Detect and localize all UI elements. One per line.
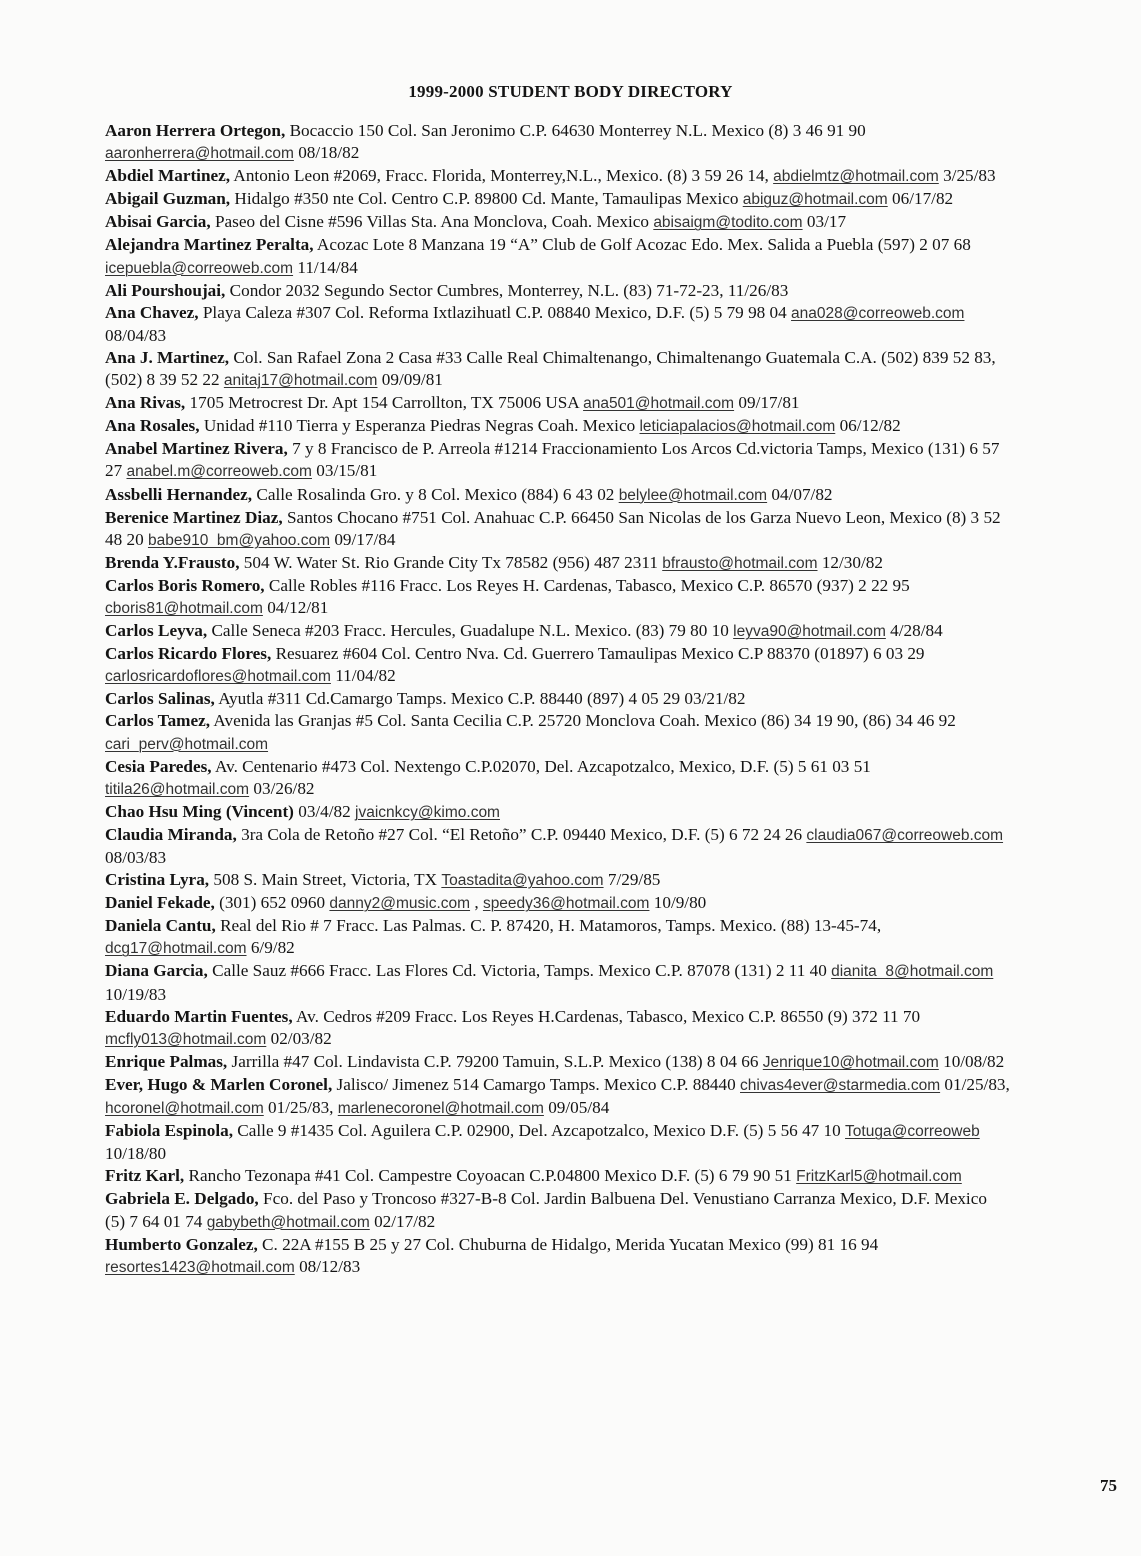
email-link[interactable]: leticiapalacios@hotmail.com	[639, 418, 836, 436]
directory-entry	[105, 575, 1010, 620]
entry-details: 03/17	[802, 212, 847, 232]
email-link[interactable]: gabybeth@hotmail.com	[206, 1213, 370, 1231]
student-name: Claudia Miranda,	[105, 824, 237, 844]
email-link[interactable]: cari_perv@hotmail.com	[105, 735, 269, 753]
directory-entry	[105, 801, 1010, 824]
entry-details: 09/05/84	[543, 1098, 610, 1118]
student-name: Eduardo Martin Fuentes,	[105, 1006, 293, 1026]
entry-details: 04/12/81	[262, 597, 329, 617]
student-name: Berenice Martinez Diaz,	[105, 507, 283, 527]
email-link[interactable]: aaronherrera@hotmail.com	[105, 145, 294, 163]
entry-details: Condor 2032 Segundo Sector Cumbres, Monterrey, N.L. (83) 71-72-23, 11/26/83	[225, 280, 789, 300]
student-name: Diana Garcia,	[105, 961, 208, 981]
student-name: Carlos Boris Romero,	[105, 575, 265, 595]
entry-details: 09/17/81	[734, 393, 800, 413]
email-link[interactable]: jvaicnkcy@kimo.com	[355, 803, 500, 821]
entry-details: Fco. del Paso y Troncoso #327-B-8 Col. Jardin Balbuena Del. Venustiano Carranza Mexico, D.F. Mexico (5) 7 64 01 74	[105, 1189, 987, 1231]
email-link[interactable]: resortes1423@hotmail.com	[105, 1258, 295, 1276]
entry-details: 06/12/82	[835, 416, 901, 436]
entry-details: 1705 Metrocrest Dr. Apt 154 Carrollton, TX 75006 USA	[185, 393, 584, 413]
student-name: Brenda Y.Frausto,	[105, 552, 240, 572]
entry-details: Hidalgo #350 nte Col. Centro C.P. 89800 Cd. Mante, Tamaulipas Mexico	[230, 189, 743, 209]
directory-entry	[105, 688, 1010, 710]
entry-details: 3ra Cola de Retoño #27 Col. “El Retoño” C.P. 09440 Mexico, D.F. (5) 6 72 24 26	[236, 824, 807, 844]
student-name: Alejandra Martinez Peralta,	[105, 235, 314, 255]
student-name: Carlos Salinas,	[105, 689, 215, 709]
email-link[interactable]: carlosricardoflores@hotmail.com	[105, 668, 331, 686]
email-link[interactable]: mcfly013@hotmail.com	[105, 1030, 267, 1048]
entry-details: 10/18/80	[105, 1144, 167, 1164]
student-name: Anabel Martinez Rivera,	[105, 439, 288, 459]
entry-details: Calle Sauz #666 Fracc. Las Flores Cd. Victoria, Tamps. Mexico C.P. 87078 (131) 2 11 40	[207, 961, 832, 981]
email-link[interactable]: abdielmtz@hotmail.com	[773, 168, 939, 186]
entry-details: 04/07/82	[767, 484, 833, 504]
directory-entry	[105, 552, 1010, 575]
student-name: Humberto Gonzalez,	[105, 1234, 258, 1254]
entry-details: Calle 9 #1435 Col. Aguilera C.P. 02900, Del. Azcapotzalco, Mexico D.F. (5) 5 56 47 10	[233, 1121, 846, 1141]
directory-entry	[105, 165, 1010, 188]
email-link[interactable]: dianita_8@hotmail.com	[831, 963, 994, 981]
student-name: Abigail Guzman,	[105, 189, 231, 209]
entry-details: Calle Seneca #203 Fracc. Hercules, Guadalupe N.L. Mexico. (83) 79 80 10	[207, 621, 734, 641]
student-name: Ana Chavez,	[105, 302, 199, 322]
entry-details: 10/9/80	[649, 893, 707, 913]
email-link[interactable]: FritzKarl5@hotmail.com	[796, 1168, 962, 1186]
entry-details: 09/17/84	[330, 529, 396, 549]
email-link[interactable]: babe910_bm@yahoo.com	[147, 531, 331, 549]
entry-details: 08/18/82	[293, 143, 360, 163]
email-link[interactable]: belylee@hotmail.com	[618, 486, 768, 504]
entry-details: (301) 652 0960	[214, 893, 330, 913]
student-name: Gabriela E. Delgado,	[105, 1189, 259, 1209]
student-name: Carlos Ricardo Flores,	[105, 644, 272, 664]
entry-details: 02/17/82	[369, 1211, 436, 1231]
directory-entry	[105, 120, 1010, 165]
student-name: Aaron Herrera Ortegon,	[105, 121, 286, 140]
entry-details: Jarrilla #47 Col. Lindavista C.P. 79200 Tamuin, S.L.P. Mexico (138) 8 04 66	[227, 1051, 763, 1071]
student-name: Ali Pourshoujai,	[105, 280, 226, 300]
entry-details: 02/03/82	[266, 1028, 332, 1048]
entry-details: Bocaccio 150 Col. San Jeronimo C.P. 64630 Monterrey N.L. Mexico (8) 3 46 91 90	[285, 121, 866, 140]
directory-entry	[105, 302, 1010, 347]
directory-entry	[105, 507, 1010, 552]
entry-details: 08/12/83	[294, 1256, 361, 1276]
student-name: Daniela Cantu,	[105, 916, 216, 936]
student-name: Daniel Fekade,	[105, 893, 215, 913]
student-name: Ana J. Martinez,	[105, 347, 230, 367]
entry-details: Paseo del Cisne #596 Villas Sta. Ana Monclova, Coah. Mexico	[210, 212, 654, 232]
entry-details: 06/17/82	[887, 189, 954, 209]
entry-details: Av. Centenario #473 Col. Nextengo C.P.02070, Del. Azcapotzalco, Mexico, D.F. (5) 5 61 03 51	[211, 756, 871, 776]
page-title: 1999-2000 STUDENT BODY DIRECTORY	[408, 82, 733, 101]
student-name: Fabiola Espinola,	[105, 1121, 233, 1141]
entry-details: Col. San Rafael Zona 2 Casa #33 Calle Real Chimaltenango, Chimaltenango Guatemala C.A. (502) 839 52 83, (502) 8 39 52 22	[105, 347, 996, 390]
entry-details: 03/26/82	[249, 778, 315, 798]
directory-entry	[105, 1234, 1010, 1279]
student-name: Abisai Garcia,	[105, 212, 211, 232]
entry-details: 12/30/82	[817, 552, 883, 572]
email-link[interactable]: bfrausto@hotmail.com	[662, 554, 818, 572]
student-name: Ana Rivas,	[105, 393, 186, 413]
student-name: Assbelli Hernandez,	[105, 484, 253, 504]
directory-entry	[105, 756, 1010, 801]
directory-entry	[105, 960, 1010, 1005]
entry-details: Jalisco/ Jimenez 514 Camargo Tamps. Mexico C.P. 88440	[332, 1074, 741, 1094]
entry-details: 7/29/85	[603, 870, 661, 890]
entry-details: Acozac Lote 8 Manzana 19 “A” Club de Golf Acozac Edo. Mex. Salida a Puebla (597) 2 07 68	[313, 235, 971, 255]
email-link[interactable]: hcoronel@hotmail.com	[105, 1100, 264, 1118]
email-link[interactable]: danny2@music.com	[329, 895, 471, 913]
entry-details: 09/09/81	[377, 370, 443, 390]
directory-entry	[105, 620, 1010, 643]
entry-details: Santos Chocano #751 Col. Anahuac C.P. 66450 San Nicolas de los Garza Nuevo Leon, Mexico (8) 3 52 48 20	[105, 507, 1001, 549]
entry-details: Calle Robles #116 Fracc. Los Reyes H. Cardenas, Tabasco, Mexico C.P. 86570 (937) 2 22 95	[264, 575, 910, 595]
email-link[interactable]: leyva90@hotmail.com	[733, 623, 886, 641]
directory-entry	[105, 892, 1010, 915]
entry-details: 10/08/82	[938, 1051, 1005, 1071]
entry-details: Unidad #110 Tierra y Esperanza Piedras Negras Coah. Mexico	[199, 416, 640, 436]
entry-details: 08/03/83	[105, 848, 167, 867]
directory-entry	[105, 915, 1010, 960]
directory-entry	[105, 1074, 1010, 1120]
entry-details: Calle Rosalinda Gro. y 8 Col. Mexico (884) 6 43 02	[252, 484, 619, 504]
email-link[interactable]: marlenecoronel@hotmail.com	[337, 1100, 544, 1118]
email-link[interactable]: speedy36@hotmail.com	[482, 895, 650, 913]
entry-details: 6/9/82	[246, 938, 295, 958]
directory-entry	[105, 392, 1010, 415]
entry-details: ,	[470, 893, 483, 913]
directory-entry	[105, 211, 1010, 234]
entry-details: 10/19/83	[105, 984, 167, 1004]
entry-details: Playa Caleza #307 Col. Reforma Ixtlazihuatl C.P. 08840 Mexico, D.F. (5) 5 79 98 04	[198, 302, 792, 322]
entry-details: 7 y 8 Francisco de P. Arreola #1214 Fraccionamiento Los Arcos Cd.victoria Tamps, Mexico (131) 6 57 27	[105, 439, 1000, 481]
entry-details: Ayutla #311 Cd.Camargo Tamps. Mexico C.P. 88440 (897) 4 05 29 03/21/82	[214, 689, 746, 709]
email-link[interactable]: anitaj17@hotmail.com	[223, 372, 378, 390]
directory-entry	[105, 1120, 1010, 1165]
directory-entry	[105, 234, 1010, 279]
entry-details: Resuarez #604 Col. Centro Nva. Cd. Guerrero Tamaulipas Mexico C.P 88370 (01897) 6 03 29	[271, 644, 925, 664]
entry-details: 08/04/83	[105, 325, 167, 345]
directory-entry	[105, 643, 1010, 688]
directory-entry	[105, 188, 1010, 211]
email-link[interactable]: chivas4ever@starmedia.com	[740, 1076, 941, 1094]
entry-details: 11/04/82	[330, 666, 396, 686]
email-link[interactable]: abiguz@hotmail.com	[742, 191, 888, 209]
directory-entry	[105, 1051, 1010, 1074]
directory-entry	[105, 824, 1010, 869]
student-name: Cesia Paredes,	[105, 756, 212, 776]
student-name: Carlos Tamez,	[105, 711, 211, 731]
email-link[interactable]: titila26@hotmail.com	[105, 780, 250, 798]
email-link[interactable]: icepuebla@correoweb.com	[105, 259, 294, 277]
entry-details: Antonio Leon #2069, Fracc. Florida, Monterrey,N.L., Mexico. (8) 3 59 26 14,	[230, 166, 774, 186]
directory-entry	[105, 1006, 1010, 1051]
student-name: Chao Hsu Ming (Vincent)	[105, 801, 294, 821]
entry-details: 504 W. Water St. Rio Grande City Tx 78582 (956) 487 2311	[239, 552, 663, 572]
entry-details: Rancho Tezonapa #41 Col. Campestre Coyoacan C.P.04800 Mexico D.F. (5) 6 79 90 51	[184, 1166, 797, 1186]
directory-entry	[105, 347, 1010, 392]
email-link[interactable]: Totuga@correoweb	[845, 1123, 980, 1141]
student-name: Cristina Lyra,	[105, 870, 210, 890]
directory-entry	[105, 869, 1010, 892]
student-name: Fritz Karl,	[105, 1166, 185, 1186]
email-link[interactable]: anabel.m@correoweb.com	[126, 463, 312, 481]
email-link[interactable]: ana501@hotmail.com	[583, 395, 735, 413]
directory-entry	[105, 438, 1010, 483]
directory-entry	[105, 1165, 1010, 1188]
entry-details: Avenida las Granjas #5 Col. Santa Cecilia C.P. 25720 Monclova Coah. Mexico (86) 34 19 90, (86) 34 46 92	[210, 711, 956, 731]
directory-entry	[105, 280, 1010, 302]
email-link[interactable]: abisaigm@todito.com	[653, 214, 803, 232]
entry-details: C. 22A #155 B 25 y 27 Col. Chuburna de Hidalgo, Merida Yucatan Mexico (99) 81 16 94	[257, 1234, 879, 1254]
entry-details: 3/25/83	[938, 166, 996, 186]
page-number: 75	[1100, 1476, 1117, 1495]
entry-details: Av. Cedros #209 Fracc. Los Reyes H.Cardenas, Tabasco, Mexico C.P. 86550 (9) 372 11 70	[292, 1006, 921, 1026]
directory-entry	[105, 484, 1010, 507]
entry-details: 03/15/81	[311, 461, 378, 481]
email-link[interactable]: dcg17@hotmail.com	[105, 940, 247, 958]
student-name: Abdiel Martinez,	[105, 166, 231, 186]
entry-details: 01/25/83,	[263, 1098, 338, 1118]
student-directory-list	[105, 120, 1010, 1279]
entry-details: Real del Rio # 7 Fracc. Las Palmas. C. P. 87420, H. Matamoros, Tamps. Mexico. (88) 13-45-74,	[215, 916, 882, 936]
student-name: Ever, Hugo & Marlen Coronel,	[105, 1074, 333, 1094]
student-name: Enrique Palmas,	[105, 1051, 228, 1071]
entry-details: 4/28/84	[885, 621, 943, 641]
email-link[interactable]: Toastadita@yahoo.com	[441, 872, 604, 890]
entry-details: 508 S. Main Street, Victoria, TX	[209, 870, 442, 890]
email-link[interactable]: ana028@correoweb.com	[791, 304, 965, 322]
directory-entry	[105, 1188, 1010, 1233]
entry-details: 11/14/84	[293, 257, 358, 277]
student-name: Ana Rosales,	[105, 416, 200, 436]
entry-details: 01/25/83,	[940, 1074, 1010, 1094]
entry-details: 03/4/82	[293, 801, 356, 821]
directory-entry	[105, 415, 1010, 438]
email-link[interactable]: cboris81@hotmail.com	[105, 599, 263, 617]
directory-entry	[105, 710, 1010, 755]
email-link[interactable]: claudia067@correoweb.com	[806, 826, 1004, 844]
student-name: Carlos Leyva,	[105, 621, 208, 641]
email-link[interactable]: Jenrique10@hotmail.com	[762, 1053, 939, 1071]
